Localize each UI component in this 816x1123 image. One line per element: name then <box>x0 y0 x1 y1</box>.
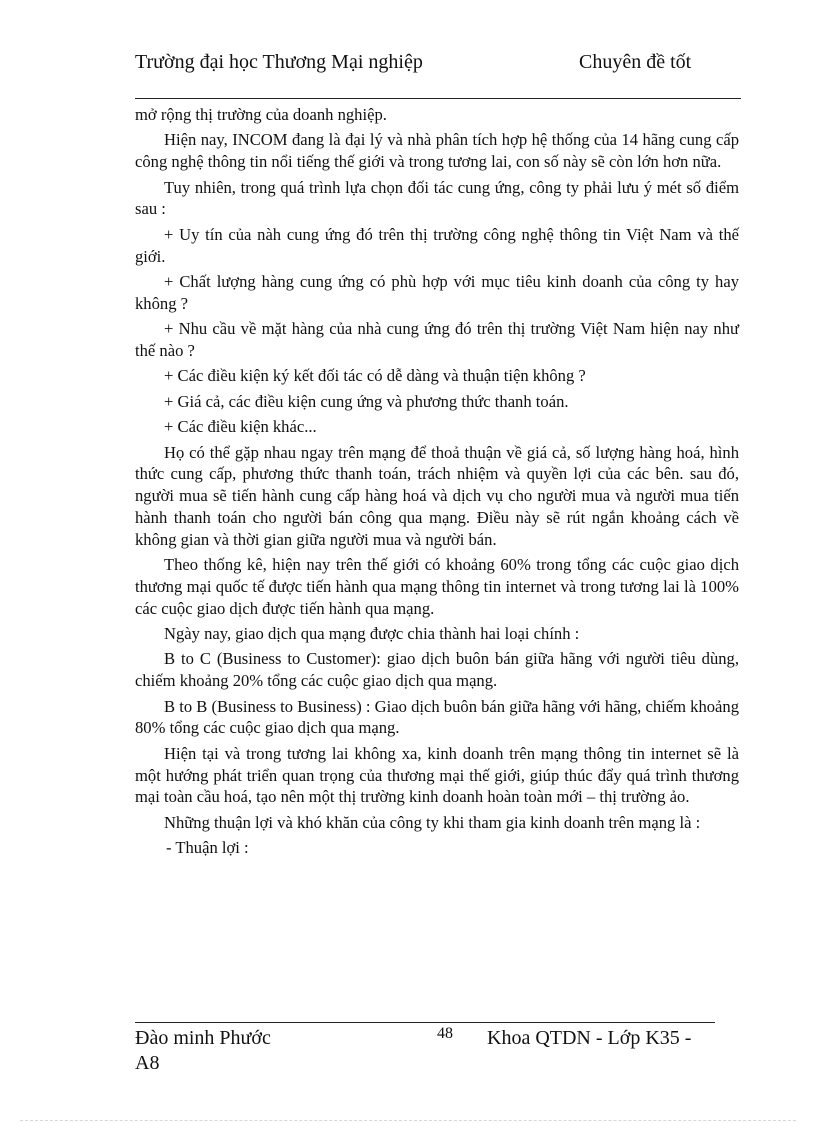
paragraph-continuation: mở rộng thị trường của doanh nghiệp. <box>135 105 387 124</box>
document-body <box>135 104 739 863</box>
list-item-quality: + Chất lượng hàng cung ứng có phù hợp với mục tiêu kinh doanh của công ty hay không ? <box>135 271 739 313</box>
page-number: 48 <box>437 1025 453 1042</box>
footer-divider <box>135 1022 715 1023</box>
footer-class-info: Khoa QTDN - Lớp K35 - <box>487 1027 692 1049</box>
paragraph-b2b: B to B (Business to Business) : Giao dịch buôn bán giữa hãng với hãng, chiếm khoảng 80% tổng các cuộc giao dịch qua mạng. <box>135 696 739 738</box>
header-divider <box>135 98 741 99</box>
footer-author: Đào minh Phước A8 <box>135 1027 271 1074</box>
page-bottom-edge <box>20 1120 796 1121</box>
paragraph-supplier-criteria-intro: Tuy nhiên, trong quá trình lựa chọn đối tác cung ứng, công ty phải lưu ý mét số điểm sau : <box>135 177 739 219</box>
header-document-type: Chuyên đề tốt <box>579 51 692 73</box>
list-item-demand: + Nhu cầu về mặt hàng của nhà cung ứng đó trên thị trường Việt Nam hiện nay như thế nào ? <box>135 319 739 360</box>
subheading-advantages: - Thuận lợi : <box>166 838 249 858</box>
list-item-reputation: + Uy tín của nàh cung ứng đó trên thị trường công nghệ thông tin Việt Nam và thế giới. <box>135 224 739 266</box>
paragraph-statistics: Theo thống kê, hiện nay trên thế giới có khoảng 60% trong tổng các cuộc giao dịch thương mại quốc tế được tiến hành qua mạng thông tin internet và trong tương lai là 100% các cuộc giao dịch được tiến hành qua mạng. <box>135 555 739 618</box>
header-school-name: Trường đại học Thương Mại nghiệp <box>135 51 423 73</box>
list-item-price-payment: + Giá cả, các điều kiện cung ứng và phương thức thanh toán. <box>164 391 569 411</box>
list-item-other: + Các điều kiện khác... <box>164 417 317 437</box>
paragraph-future-outlook: Hiện tại và trong tương lai không xa, kinh doanh trên mạng thông tin internet sẽ là một hướng phát triển quan trọng của thương mại thế giới, giúp thúc đẩy quá trình thương mại toàn cầu hoá, tạo nên một thị trường kinh doanh hoàn toàn mới – thị trường ảo. <box>135 743 739 807</box>
paragraph-b2c: B to C (Business to Customer): giao dịch buôn bán giữa hãng với người tiêu dùng, chiếm khoảng 20% tổng các cuộc giao dịch qua mạng. <box>135 649 739 691</box>
list-item-contract-terms: + Các điều kiện ký kết đối tác có dễ dàng và thuận tiện không ? <box>164 366 586 386</box>
paragraph-advantages-intro: Những thuận lợi và khó khăn của công ty khi tham gia kinh doanh trên mạng là : <box>164 812 701 832</box>
paragraph-incom-partners: Hiện nay, INCOM đang là đại lý và nhà phân tích hợp hệ thống của 14 hãng cung cấp công nghệ thông tin nổi tiếng thế giới và trong tương lai, con số này sẽ còn lớn hơn nữa. <box>135 130 739 172</box>
paragraph-online-negotiation: Họ có thể gặp nhau ngay trên mạng để thoả thuận về giá cả, số lượng hàng hoá, hình thức cung cấp, phương thức thanh toán, trách nhiệm và quyền lợi của các bên. sau đó, người mua sẽ tiến hành cung cấp hàng hoá và dịch vụ cho người mua và người mua tiến hành thanh toán cho người bán công qua mạng. Điều này sẽ rút ngắn khoảng cách về không gian và thời gian giữa người mua và người bán. <box>135 442 739 549</box>
paragraph-transaction-types: Ngày nay, giao dịch qua mạng được chia thành hai loại chính : <box>164 624 580 644</box>
